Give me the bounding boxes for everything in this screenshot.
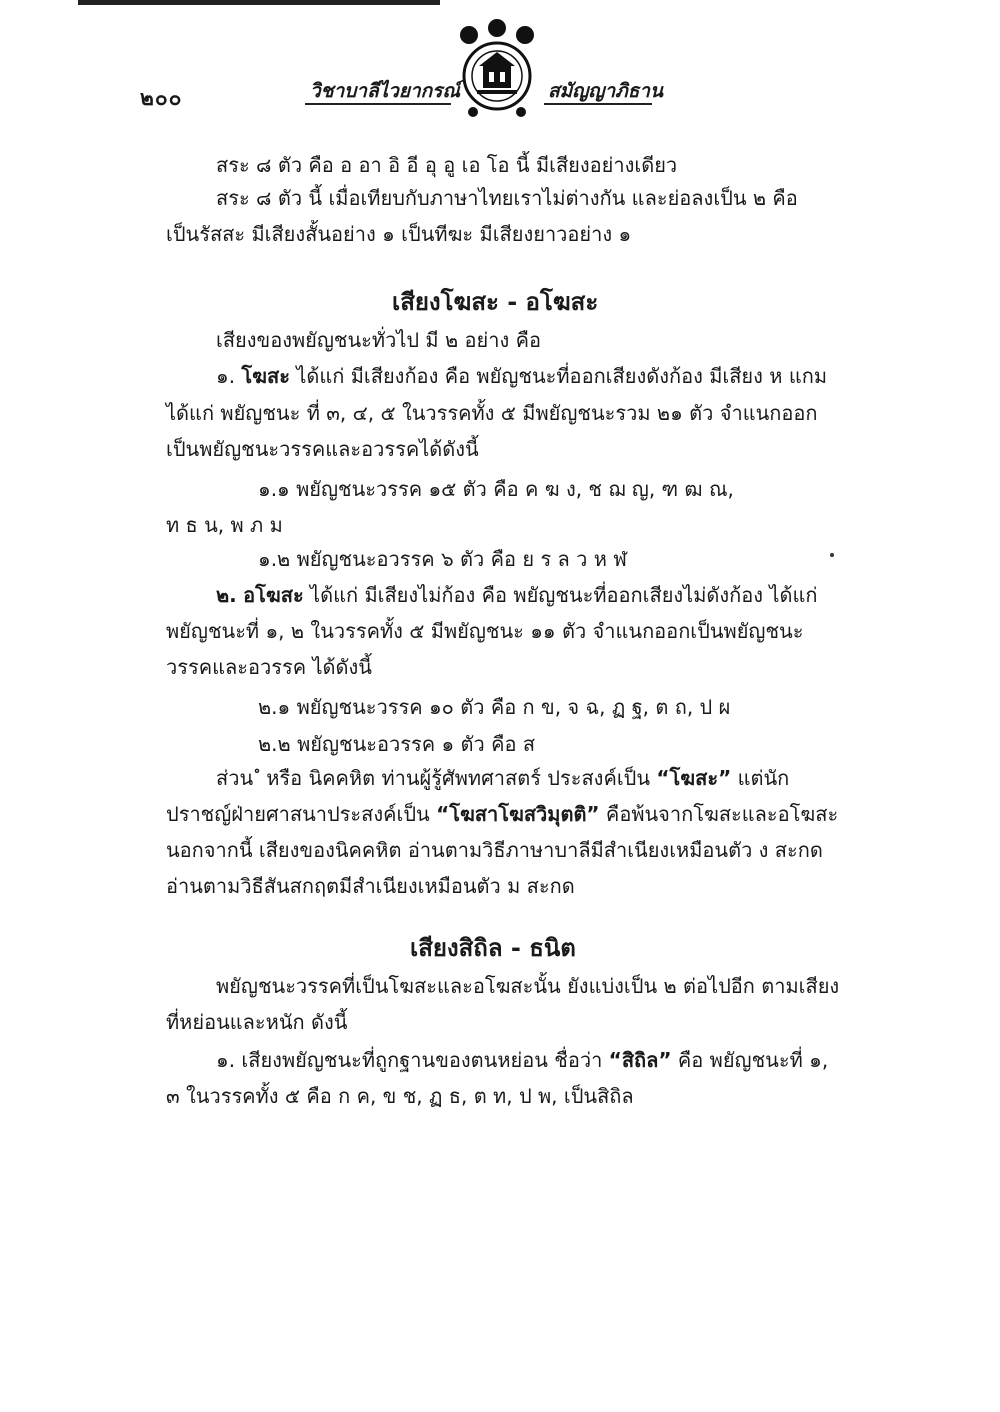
section-heading-ghosa: เสียงโฆสะ - อโฆสะ	[392, 288, 599, 316]
item-text: ได้แก่ มีเสียงก้อง คือ พยัญชนะที่ออกเสียงดังก้อง มีเสียง ห แกม	[296, 364, 828, 388]
text-segment: ส่วน ํ หรือ นิคคหิต ท่านผู้รู้ศัพทศาสตร์ ประสงค์เป็น	[216, 766, 657, 790]
item-text: ได้แก่ มีเสียงไม่ก้อง คือ พยัญชนะที่ออกเสียงไม่ดังก้อง ได้แก่	[310, 583, 818, 607]
stray-mark	[830, 553, 834, 557]
paragraph-sithila-line1: พยัญชนะวรรคที่เป็นโฆสะและอโฆสะนั้น ยังแบ่งเป็น ๒ ต่อไปอีก ตามเสียง	[216, 974, 840, 998]
paragraph-niggahita-line4: อ่านตามวิธีสันสกฤตมีสำเนียงเหมือนตัว ม สะกด	[166, 874, 575, 898]
text-segment: แต่นัก	[731, 766, 790, 790]
running-title-left: วิชาบาลีไวยากรณ์	[310, 80, 460, 102]
paragraph-niggahita-line3: นอกจากนี้ เสียงของนิคคหิต อ่านตามวิธีภาษาบาลีมีสำเนียงเหมือนตัว ง สะกด	[166, 838, 823, 862]
item-aghosa-line3: วรรคและอวรรค ได้ดังนี้	[166, 655, 372, 679]
item-aghosa-line1	[216, 585, 817, 605]
subitem-2-2: ๒.๒ พยัญชนะอวรรค ๑ ตัว คือ ส	[258, 732, 536, 756]
page-header	[0, 0, 1000, 130]
item-sithila-line1	[216, 1050, 828, 1070]
item-ghosa-line1	[216, 366, 827, 386]
paragraph-niggahita-line2	[166, 804, 838, 824]
item-ghosa-line3: เป็นพยัญชนะวรรคและอวรรคได้ดังนี้	[166, 437, 479, 461]
item-number: ๑.	[216, 364, 236, 388]
header-rule-right	[544, 103, 652, 105]
page-number: ๒๐๐	[140, 86, 183, 110]
institution-seal-icon	[447, 18, 547, 122]
paragraph-sithila-line2: ที่หย่อนและหนัก ดังนี้	[166, 1010, 348, 1034]
section-heading-sithila: เสียงสิถิล - ธนิต	[410, 934, 576, 962]
term-ghosa-quoted: “โฆสะ”	[656, 766, 732, 790]
term-ghosa: โฆสะ	[241, 364, 290, 388]
header-rule-left	[305, 103, 451, 105]
item-sithila-line2: ๓ ในวรรคทั้ง ๕ คือ ก ค, ข ช, ฏ ธ, ต ท, ป พ, เป็นสิถิล	[166, 1084, 634, 1108]
text-segment: ๑. เสียงพยัญชนะที่ถูกฐานของตนหย่อน ชื่อว่า	[216, 1048, 609, 1072]
subitem-2-1: ๒.๑ พยัญชนะวรรค ๑๐ ตัว คือ ก ข, จ ฉ, ฏ ฐ, ต ถ, ป ผ	[258, 695, 731, 719]
item-number: ๒.	[216, 583, 237, 607]
paragraph-comparison-line1: สระ ๘ ตัว นี้ เมื่อเทียบกับภาษาไทยเราไม่ต่างกัน และย่อลงเป็น ๒ คือ	[216, 186, 798, 210]
item-ghosa-line2: ได้แก่ พยัญชนะ ที่ ๓, ๔, ๕ ในวรรคทั้ง ๕ มีพยัญชนะรวม ๒๑ ตัว จำแนกออก	[166, 401, 818, 425]
running-title-right: สมัญญาภิธาน	[548, 80, 663, 102]
paragraph-comparison-line2: เป็นรัสสะ มีเสียงสั้นอย่าง ๑ เป็นทีฆะ มีเสียงยาวอย่าง ๑	[166, 222, 632, 246]
subitem-1-1-line2: ท ธ น, พ ภ ม	[166, 513, 283, 537]
subitem-1-1-line1: ๑.๑ พยัญชนะวรรค ๑๕ ตัว คือ ค ฆ ง, ช ฌ ญ, ฑ ฒ ณ,	[258, 477, 734, 501]
paragraph-consonant-sounds: เสียงของพยัญชนะทั่วไป มี ๒ อย่าง คือ	[216, 328, 541, 352]
term-aghosa: อโฆสะ	[243, 583, 304, 607]
paragraph-niggahita-line1	[216, 768, 789, 788]
text-segment: ปราชญ์ฝ่ายศาสนาประสงค์เป็น	[166, 802, 437, 826]
term-sithila: “สิถิล”	[608, 1048, 672, 1072]
text-segment: คือ พยัญชนะที่ ๑,	[671, 1048, 829, 1072]
subitem-1-2: ๑.๒ พยัญชนะอวรรค ๖ ตัว คือ ย ร ล ว ห ฬ	[258, 547, 627, 571]
text-segment: คือพ้นจากโฆสะและอโฆสะ	[599, 802, 839, 826]
term-ghosaghosavimutti: “โฆสาโฆสวิมุตติ”	[436, 802, 600, 826]
item-aghosa-line2: พยัญชนะที่ ๑, ๒ ในวรรคทั้ง ๕ มีพยัญชนะ ๑๑ ตัว จำแนกออกเป็นพยัญชนะ	[166, 619, 804, 643]
paragraph-vowels: สระ ๘ ตัว คือ อ อา อิ อี อุ อู เอ โอ นี้ มีเสียงอย่างเดียว	[216, 153, 678, 177]
